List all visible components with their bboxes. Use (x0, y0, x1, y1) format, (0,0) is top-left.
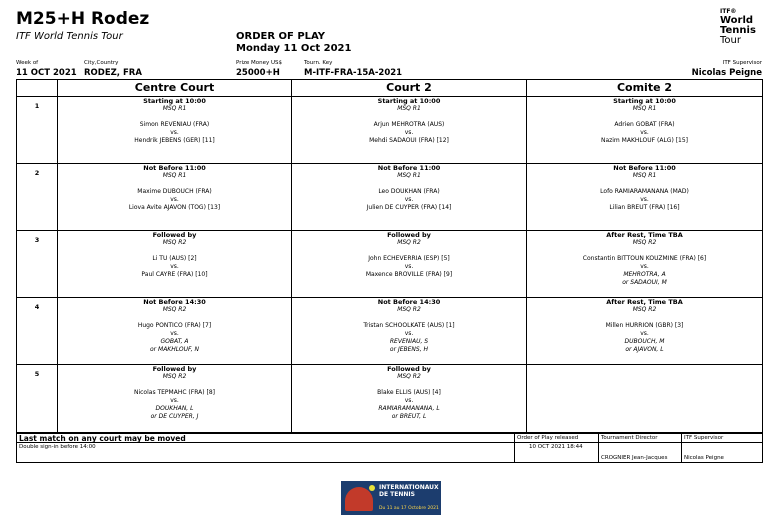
match-time: Starting at 10:00 (143, 97, 206, 105)
match-cell (527, 298, 762, 364)
match-time: Not Before 11:00 (143, 164, 206, 172)
player-two: Lilian BREUT (FRA) [16] (609, 204, 680, 211)
match-time: Followed by (152, 231, 197, 239)
city-label: City,Country (84, 60, 119, 66)
match-round: MSQ R1 (397, 172, 421, 179)
released-value (514, 442, 599, 463)
banner-line1: INTERNATIONAUX (379, 484, 439, 491)
match-cell (58, 298, 291, 364)
player-two-alt: or JEBENS, H (389, 346, 429, 353)
match-time: After Rest, Time TBA (606, 298, 683, 306)
versus-label: vs. (640, 196, 649, 203)
player-one: Constantin BITTOUN KOUZMINE (FRA) [6] (582, 255, 707, 262)
player-two: REVENIAU, S (389, 338, 429, 345)
versus-label: vs. (170, 129, 179, 136)
supervisor-value: Nicolas Peigne (691, 68, 762, 78)
tourn-key-value: M-ITF-FRA-15A-2021 (304, 68, 403, 78)
prize-label: Prize Money US$ (236, 60, 283, 66)
match-time: Followed by (387, 365, 431, 373)
match-cell (58, 164, 291, 230)
match-time: Followed by (387, 231, 431, 239)
versus-label: vs. (170, 263, 179, 270)
versus-label: vs. (170, 196, 179, 203)
player-one: Simon REVENIAU (FRA) (139, 121, 210, 128)
player-two: GOBAT, A (160, 338, 189, 345)
player-two: RAMIARAMANANA, L (378, 405, 440, 412)
match-cell (292, 365, 526, 431)
player-one: Leo DOUKHAN (FRA) (378, 188, 440, 195)
versus-label: vs. (170, 330, 179, 337)
player-two: Maxence BROVILLE (FRA) [9] (365, 271, 453, 278)
row-number: 2 (34, 169, 40, 177)
player-two: Hendrik JEBENS (GER) [11] (134, 137, 215, 144)
match-cell (292, 231, 526, 297)
week-label: Week of (16, 60, 39, 66)
versus-label: vs. (404, 196, 414, 203)
player-two-alt: or MAKHLOUF, N (149, 346, 200, 353)
player-figure-icon (345, 487, 373, 511)
player-one: Blake ELLIS (AUS) [4] (377, 389, 441, 396)
match-round: MSQ R1 (162, 172, 187, 179)
player-two: Paul CAYRE (FRA) [10] (141, 271, 208, 278)
banner-line2: DE TENNIS (379, 491, 415, 498)
court-header-court2: Court 2 (386, 81, 432, 94)
match-cell (292, 164, 526, 230)
player-two-alt: or SADAOUI, M (622, 279, 667, 286)
player-two: Mehdi SADAOUI (FRA) [12] (369, 137, 449, 144)
court-header-centre: Centre Court (134, 81, 215, 94)
logo-line-tour: Tour (720, 35, 741, 46)
match-time: After Rest, Time TBA (606, 231, 683, 239)
player-two: MEHROTRA, A (623, 271, 666, 278)
player-two-alt: or BREUT, L (391, 413, 427, 420)
player-one: Tristan SCHOOLKATE (AUS) [1] (363, 322, 455, 329)
signin-note: Double sign-in before 14:00 (16, 442, 515, 463)
released-value-text: 10 OCT 2021 18:44 (529, 444, 583, 450)
banner-title (379, 484, 439, 498)
tourn-key-label: Tourn. Key (304, 60, 333, 66)
player-two-alt: or AJAVON, L (625, 346, 664, 353)
footer-supervisor-label: ITF Supervisor (681, 433, 763, 443)
footer (16, 433, 763, 463)
match-time: Not Before 14:30 (143, 298, 206, 306)
match-round: MSQ R2 (632, 306, 657, 313)
player-one: Hugo PONTICO (FRA) [7] (137, 322, 212, 329)
match-cell (58, 231, 291, 297)
match-round: MSQ R2 (162, 306, 187, 313)
match-round: MSQ R2 (162, 239, 187, 246)
match-cell (292, 97, 526, 163)
versus-label: vs. (404, 330, 414, 337)
player-one: Li TU (AUS) [2] (152, 255, 197, 262)
player-two: Nazim MAKHLOUF (ALG) [15] (600, 137, 689, 144)
row-number: 3 (34, 236, 40, 244)
last-match-note: Last match on any court may be moved (16, 433, 515, 443)
banner-dates: Du 11 au 17 Octobre 2021 (379, 506, 439, 511)
versus-label: vs. (404, 397, 414, 404)
order-of-play-date: Monday 11 Oct 2021 (236, 43, 352, 54)
match-cell (58, 365, 291, 431)
logo-line-world: World (720, 15, 754, 26)
match-cell (527, 97, 762, 163)
match-round: MSQ R1 (162, 105, 187, 112)
match-round: MSQ R2 (397, 239, 421, 246)
director-value: CROGNIER Jean-Jacques (598, 442, 682, 463)
match-cell (527, 231, 762, 297)
footer-supervisor-value: Nicolas Peigne (681, 442, 763, 463)
player-one: Nicolas TEPMAHC (FRA) [8] (133, 389, 216, 396)
match-round: MSQ R2 (397, 373, 421, 380)
match-cell (527, 164, 762, 230)
city-value: RODEZ, FRA (84, 68, 142, 78)
player-one: John ECHEVERRIA (ESP) [5] (368, 255, 450, 262)
player-two: Julien DE CUYPER (FRA) [14] (366, 204, 452, 211)
match-time: Starting at 10:00 (377, 97, 441, 105)
match-time: Not Before 11:00 (613, 164, 676, 172)
logo-line-tennis: Tennis (720, 25, 756, 36)
event-banner (341, 481, 441, 515)
court-header-comite2: Comite 2 (616, 81, 673, 94)
match-time: Starting at 10:00 (613, 97, 676, 105)
match-cell (527, 365, 762, 431)
player-one: Lofo RAMIARAMANANA (MAD) (600, 188, 689, 195)
versus-label: vs. (640, 330, 649, 337)
versus-label: vs. (404, 129, 414, 136)
week-value: 11 OCT 2021 (16, 68, 77, 78)
tournament-title: M25+H Rodez (16, 9, 150, 29)
match-round: MSQ R1 (397, 105, 421, 112)
player-two-alt: or DE CUYPER, J (150, 413, 199, 420)
row-number: 5 (34, 370, 40, 378)
player-two: DOUKHAN, L (155, 405, 194, 412)
match-cell (58, 97, 291, 163)
director-label: Tournament Director (598, 433, 682, 443)
player-one: Adrien GOBAT (FRA) (614, 121, 675, 128)
order-of-play-title: ORDER OF PLAY (236, 31, 326, 42)
versus-label: vs. (404, 263, 414, 270)
row-number: 4 (34, 303, 40, 311)
versus-label: vs. (170, 397, 179, 404)
tour-subtitle: ITF World Tennis Tour (16, 31, 123, 42)
player-one: Arjun MEHROTRA (AUS) (373, 121, 445, 128)
match-round: MSQ R1 (632, 172, 657, 179)
row-number: 1 (34, 102, 40, 110)
released-label: Order of Play released (514, 433, 599, 443)
match-round: MSQ R1 (632, 105, 657, 112)
supervisor-label: ITF Supervisor (722, 60, 762, 66)
itf-logo (720, 8, 772, 48)
match-cell (292, 298, 526, 364)
player-two: DUBOUCH, M (624, 338, 665, 345)
tennis-ball-icon (369, 485, 375, 491)
versus-label: vs. (640, 129, 649, 136)
match-round: MSQ R2 (397, 306, 421, 313)
match-round: MSQ R2 (632, 239, 657, 246)
match-round: MSQ R2 (162, 373, 187, 380)
versus-label: vs. (640, 263, 649, 270)
match-time: Not Before 11:00 (377, 164, 441, 172)
order-of-play-grid (16, 79, 763, 433)
player-one: Millen HURRION (GBR) [3] (605, 322, 684, 329)
match-time: Followed by (152, 365, 197, 373)
match-time: Not Before 14:30 (377, 298, 441, 306)
player-two: Liova Avite AJAVON (TOG) [13] (128, 204, 221, 211)
prize-value: 25000+H (236, 68, 280, 78)
player-one: Maxime DUBOUCH (FRA) (137, 188, 212, 195)
logo-tm: ITF® (720, 8, 737, 15)
